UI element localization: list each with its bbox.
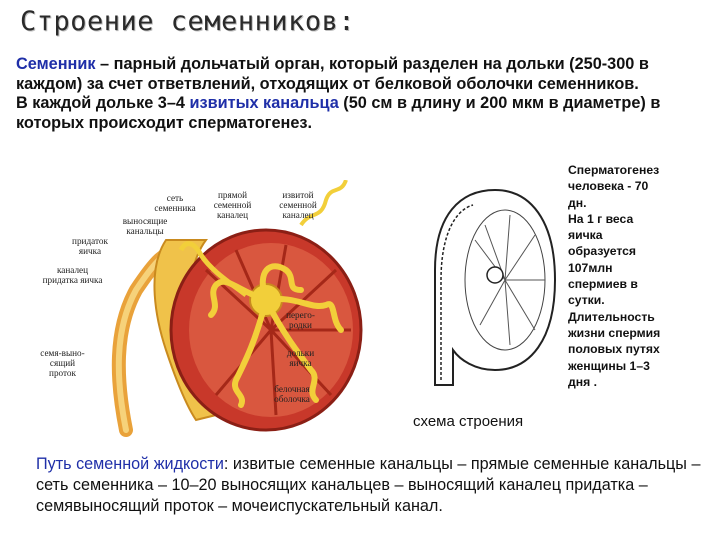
label-tunica-albuginea: белочная оболочка — [274, 384, 310, 404]
term-tubules: извитых канальца — [189, 94, 339, 112]
path-text: : извитые семенные канальцы – прямые семенные канальцы – сеть семенника – 10–20 выносящих канальцев – выносящий каналец придатка – семявыносящий проток – мочеиспускательный канал. — [36, 455, 701, 515]
spermatogenesis-note: Сперматогенез человека - 70 дн. На 1 г веса яичка образуется 107млн спермиев в сутки. Длительность жизни спермия половых путях женщины 1–3 дня . — [568, 163, 661, 389]
label-epididymis: придаток яичка — [72, 236, 108, 256]
label-efferent-ducts: выносящие канальцы — [122, 216, 168, 236]
label-lobules: дольки яичка — [286, 348, 315, 368]
intro-line2-start: В каждой дольке 3–4 — [16, 94, 190, 112]
term-path: Путь семенной жидкости — [36, 455, 224, 473]
schematic-outline — [435, 190, 555, 385]
label-straight-tubule: прямой семенной каналец — [213, 190, 252, 220]
label-convoluted-tubule: извитой семенной каналец — [279, 190, 317, 220]
label-rete-testis: сеть семенника — [154, 193, 196, 213]
schematic-rete — [487, 267, 503, 283]
schema-caption: схема строения — [413, 413, 524, 430]
path-paragraph — [36, 454, 706, 517]
intro-line1: – парный дольчатый орган, который разделен на дольки (250-300 в каждом) за счет ответвлений, отходящих от белковой оболочки семенников. — [16, 55, 649, 93]
intro-paragraph — [16, 55, 706, 133]
label-septa: перего-родки — [286, 310, 315, 330]
testis-schematic — [415, 180, 565, 410]
label-epididymis-duct: каналец придатка яичка — [42, 265, 103, 285]
term-testis: Семенник — [16, 55, 96, 73]
intro-line2-rest: (50 см в длину и 200 мкм в диаметре) в которых происходит сперматогенез. — [16, 94, 661, 132]
schematic-convoluted — [475, 215, 545, 345]
page-title: Строение семенников: — [20, 6, 356, 37]
label-vas-deferens: семя-выно-сящий проток — [40, 348, 85, 378]
